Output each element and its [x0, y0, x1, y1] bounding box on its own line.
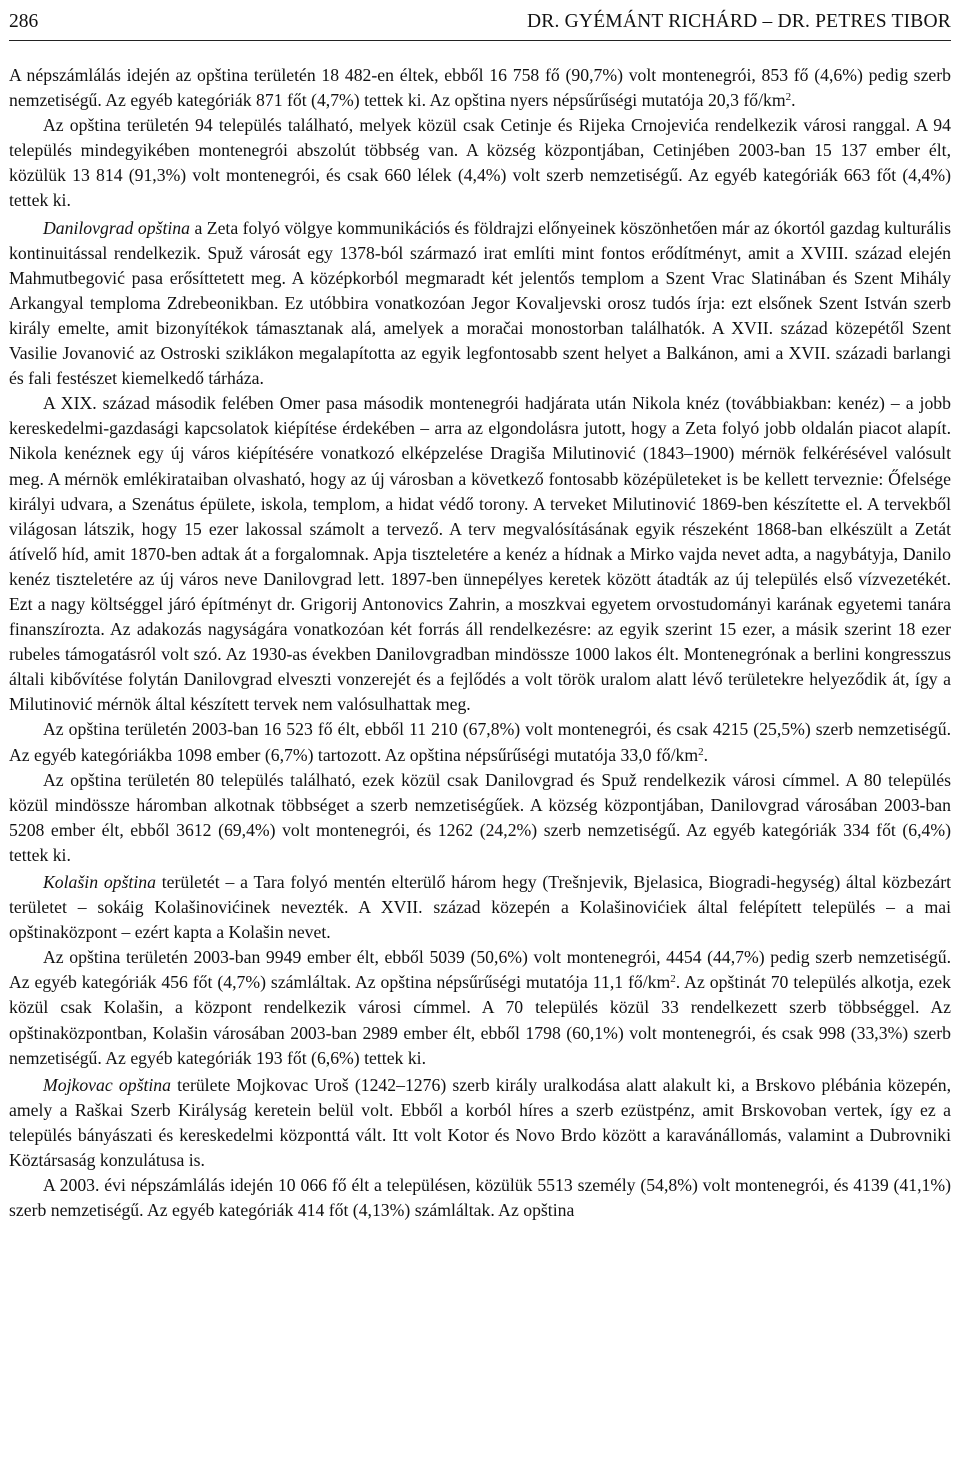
running-header	[9, 0, 951, 41]
paragraph-9: Mojkovac opština területe Mojkovac Uroš (1242–1276) szerb király uralkodása alatt alakult ki, a Brskovo plébánia közepén, amely a Raškai Szerb Királyság keretein belül volt. Ebből a korból híres a szerb ezüstpénz, amit Brskovoban vertek, így ez a település bányászati és kereskedelmi központtá vált. Itt volt Kotor és Novo Brdo között a karavánállomás, valamint a Dubrovniki Köztársaság konzulátusa is.	[9, 1074, 951, 1171]
section-term-danilovgrad: Danilovgrad opština	[43, 217, 190, 238]
running-title: DR. GYÉMÁNT RICHÁRD – DR. PETRES TIBOR	[526, 11, 951, 32]
paragraph-1: A népszámlálás idején az opština területén 18 482-en éltek, ebből 16 758 fő (90,7%) volt montenegrói, 853 fő (4,6%) pedig szerb nemzetiségű. Az egyéb kategóriák 871 főt (4,7%) tettek ki. Az opština nyers népsűrűségi mutatója 20,3 $fő/km^2$.	[9, 65, 951, 111]
paragraph-6: Az opština területén 80 település található, ezek közül csak Danilovgrad és Spuž rendelkezik városi címmel. A 80 település közül mindössze háromban alkotnak többséget a szerb nemzetiségűek. A község központjában, Danilovgrad városában 2003-ban 5208 ember élt, ebből 3612 (69,4%) volt montenegrói, és 1262 (24,2%) szerb nemzetiségű. Az egyéb kategóriák 334 főt (6,4%) tettek ki.	[9, 769, 951, 865]
paragraph-2: Az opština területén 94 település található, melyek közül csak Cetinje és Rijeka Crnojevića rendelkezik városi ranggal. A 94 település mindegyikében montenegrói abszolút többség van. A község központjában, Cetinjében 2003-ban 15 137 ember élt, közülük 13 814 (91,3%) volt montenegrói, és csak 660 lélek (4,4%) volt szerb nemzetiségű. Az egyéb kategóriák 663 főt (4,4%) tettek ki.	[9, 115, 951, 211]
paragraph-3: Danilovgrad opština a Zeta folyó völgye kommunikációs és földrajzi előnyeinek köszönhetően már az ókortól gazdag kulturális kontinuitással rendelkezik. Spuž városát egy 1378-ból származó irat említi mint fontos erődítményt, amit a XVIII. század elején Mahmutbegović pasa erősíttetett meg. A középkorból megmaradt két jelentős templom a Szent Vrac Slatinában és Szent Mihály Arkangyal temploma Zdrebeonikban. Ez utóbbira vonatkozóan Jegor Kovaljevski orosz tudós írja: ezt elsőnek Szent István szerb király emelte, amit bizonyítékok támasztanak alá, amelyek a moračai monostorban találhatók. A XVII. század közepétől Szent Vasilie Jovanović az Ostroski sziklákon megalapította az egyik legfontosabb szent helyet a Balkánon, ami a XVII. századi barlangi és fali festészet kiemelkedő tárháza.	[9, 217, 951, 389]
paragraph-10: A 2003. évi népszámlálás idején 10 066 fő élt a településen, közülük 5513 személy (54,8%) volt montenegrói, és 4139 (41,1%) szerb nemzetiségű. Az egyéb kategóriák 414 főt (4,13%) számláltak. Az opština	[9, 1175, 951, 1221]
document-page	[9, 0, 951, 1223]
page-number: 286	[9, 11, 39, 32]
paragraph-8: Az opština területén 2003-ban 9949 ember élt, ebből 5039 (50,6%) volt montenegrói, 4454 (44,7%) pedig szerb nemzetiségű. Az egyéb kategóriák 456 főt (4,7%) számláltak. Az opština népsűrűségi mutatója 11,1 $fő/km^2$. Az opštinát 70 település alkotja, ezek közül csak Kolašin, a központ rendelkezik városi címmel. A 70 település közül 33 rendelkezett szerb többséggel. Az opštinaközpontban, Kolašin városában 2003-ban 2989 ember élt, ebből 1798 (60,1%) volt montenegrói, és csak 998 (33,3%) szerb nemzetiségű. Az egyéb kategóriák 193 főt (6,6%) tettek ki.	[9, 947, 952, 1068]
section-term-mojkovac: Mojkovac opština	[43, 1074, 171, 1095]
superscript: 2	[698, 745, 704, 758]
section-term-kolasin: Kolašin opština	[43, 872, 156, 892]
article-body	[9, 63, 951, 1223]
paragraph-7: Kolašin opština területét – a Tara folyó mentén elterülő három hegy (Trešnjevik, Bjelasica, Biogradi-hegység) által közbezárt területet – sokáig Kolašinovićinek nevezték. A XVII. század közepén a Kolašinovićiek által felépített település – a mai opštinaközpont – ezért kapta a Kolašin nevet.	[9, 872, 951, 943]
superscript: 2	[670, 973, 676, 986]
paragraph-5: Az opština területén 2003-ban 16 523 fő élt, ebből 11 210 (67,8%) volt montenegrói, és csak 4215 (25,5%) szerb nemzetiségű. Az egyéb kategóriákba 1098 ember (6,7%) tartozott. Az opština népsűrűségi mutatója 33,0 $fő/km^2$.	[9, 719, 951, 765]
superscript: 2	[785, 91, 792, 104]
paragraph-4: A XIX. század második felében Omer pasa második montenegrói hadjárata után Nikola knéz (továbbiakban: kenéz) – a jobb kereskedelmi-gazdasági kapcsolatok kiépítése érdekében – arra az elgondolásra jutott, hogy a Zeta folyó jobb oldalán piacot alapít. Nikola kenéznek egy új város kiépítésére vonatkozó elképzelése Dragiša Milutinović (1843–1900) mérnök felkérésével valósult meg. A mérnök emlékirataiban olvasható, hogy az új városban a következő fontosabb középületeket is be kellett terveznie: Őfelsége királyi udvara, a Szenátus épülete, iskola, templom, a hidat védő torony. A terveket Milutinović 1869-ben készítette el. A tervekből világosan látszik, hogy 15 ezer lakossal számolt a tervező. A terv megvalósításának egyik részeként 1868-ban elkészült a Zetát átívelő híd, amit 1870-ben adtak át a forgalomnak. Apja tiszteletére a kenéz a hídnak a Mirko vajda nevet adta, a nagybátyja, Danilo kenéz tiszteletére az új város neve Danilovgrad lett. 1897-ben ünnepélyes keretek között átadták az új település első vízvezetékét. Ezt a nagy költséggel járó építményt dr. Grigorij Antonovics Zahrin, a moszkvai egyetem orvostudományi karának egyetemi tanára finanszírozta. Az adakozás nagyságára vonatkozóan két forrás áll rendelkezésre: az egyik szerint 15 ezer, a másik szerint 18 ezer rubeles támogatásról volt szó. Az 1930-as években Danilovgradban mindössze 1000 lakos élt. Montenegrónak a berlini kongresszus általi kibővítése folytán Danilovgrad elveszti vonzerejét és a fejlődés a volt török uralom alatt lévő területekre helyeződik át, így a Milutinović mérnök által készített tervek nem valósulhattak meg.	[9, 393, 951, 715]
